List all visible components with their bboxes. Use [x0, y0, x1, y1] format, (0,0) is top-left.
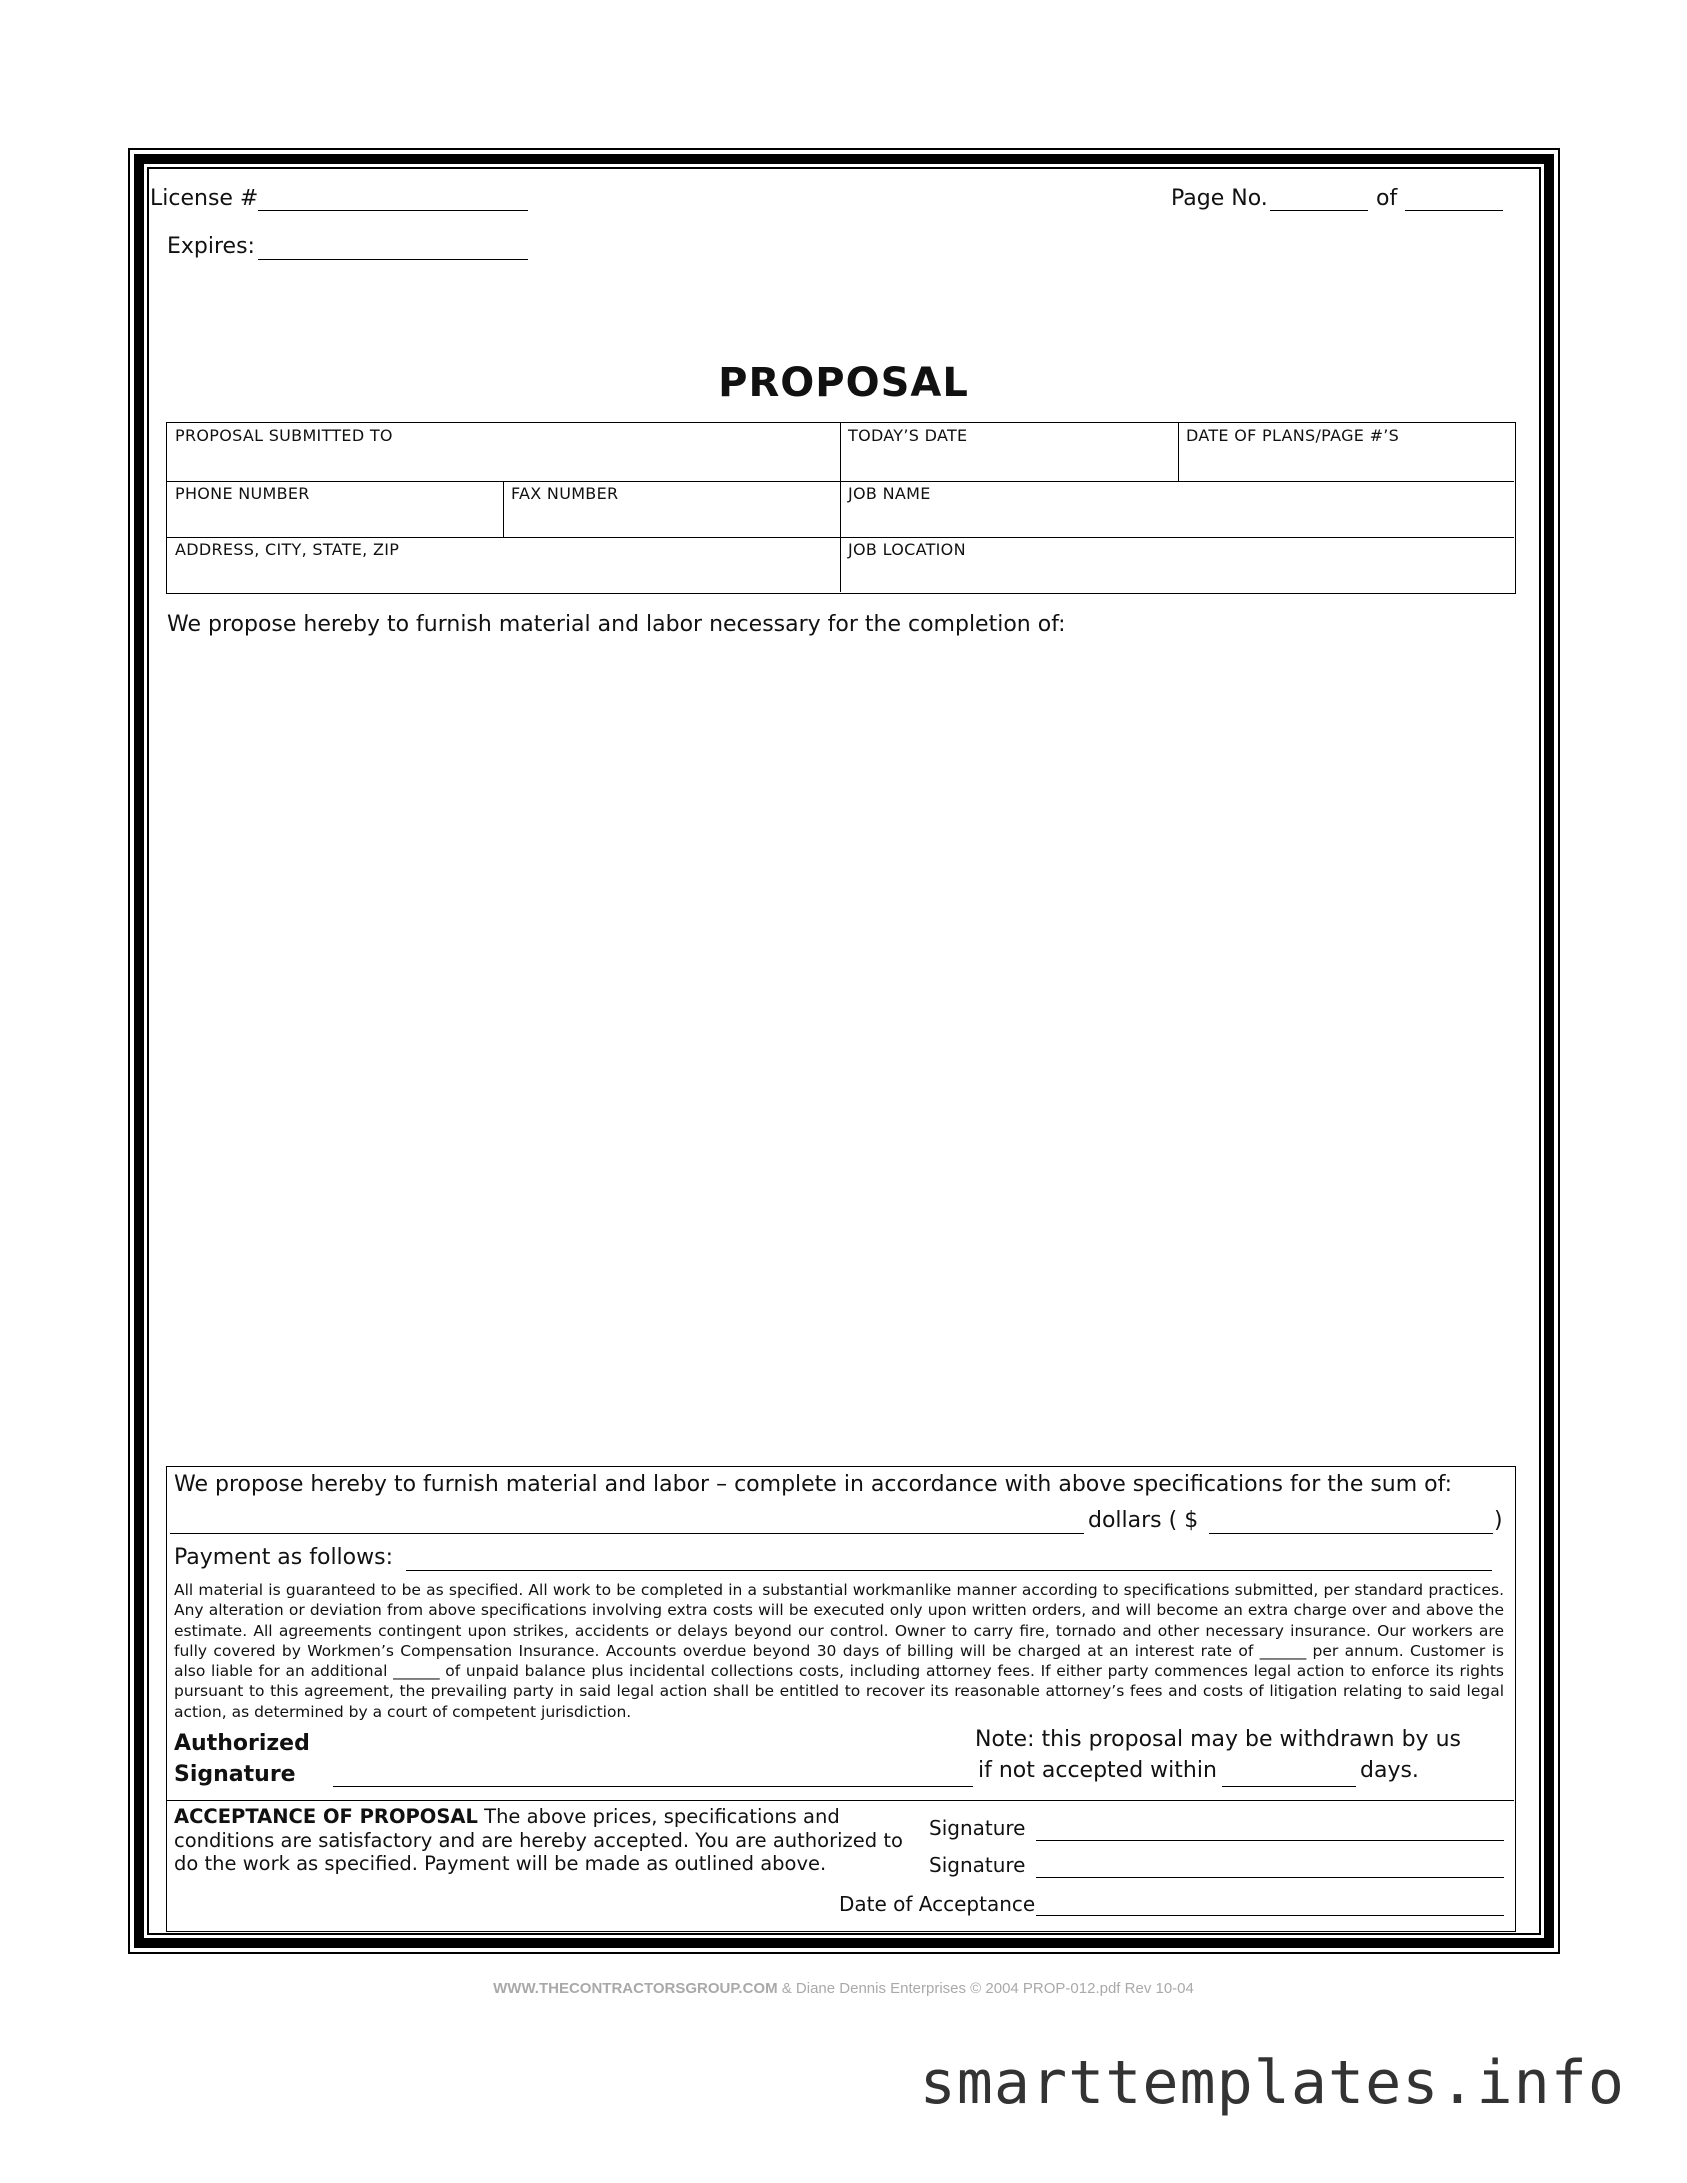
page-no-label: Page No.: [1171, 186, 1268, 211]
sum-statement: We propose hereby to furnish material and labor – complete in accordance with above specifications for the sum of:: [174, 1472, 1453, 1497]
signature-label-1: Signature: [929, 1816, 1026, 1840]
acceptance-text: [174, 1805, 904, 1876]
withdrawal-days-field[interactable]: [1222, 1786, 1356, 1787]
todays-date-label: TODAY’S DATE: [848, 426, 968, 445]
job-location-label: JOB LOCATION: [848, 540, 966, 559]
withdrawal-note: Note: this proposal may be withdrawn by us: [975, 1727, 1461, 1752]
footer-site: WWW.THECONTRACTORSGROUP.COM: [493, 1980, 778, 1997]
work-description-intro: We propose hereby to furnish material and labor necessary for the completion of:: [167, 612, 1066, 637]
authorized-line1: Authorized: [174, 1731, 310, 1756]
acceptance-body: The above prices, specifications and conditions are satisfactory and are hereby accepted. You are authorized to do the work as specified. Payment will be made as outlined above.: [174, 1805, 903, 1875]
license-label: License #: [150, 186, 259, 211]
page-total-field[interactable]: [1405, 210, 1503, 211]
footer-credit: [0, 1980, 1687, 1997]
payment-terms-field[interactable]: [406, 1570, 1492, 1571]
signature-label-2: Signature: [929, 1853, 1026, 1877]
job-name-field[interactable]: [840, 481, 1514, 537]
acceptance-divider: [167, 1800, 1514, 1801]
authorized-line2: Signature: [174, 1762, 296, 1787]
submitted-to-field[interactable]: [167, 423, 840, 481]
acceptance-signature-2[interactable]: [1036, 1877, 1504, 1878]
submitted-to-label: PROPOSAL SUBMITTED TO: [175, 426, 393, 445]
of-label: of: [1376, 186, 1398, 211]
acceptance-heading: ACCEPTANCE OF PROPOSAL: [174, 1805, 478, 1828]
withdrawal-note-line2: if not accepted within: [978, 1758, 1217, 1783]
date-of-plans-label: DATE OF PLANS/PAGE #’S: [1186, 426, 1400, 445]
days-label: days.: [1360, 1758, 1419, 1783]
phone-number-field[interactable]: [167, 481, 503, 537]
proposal-info-grid: [166, 422, 1516, 594]
address-field[interactable]: [167, 537, 840, 592]
fax-number-label: FAX NUMBER: [511, 484, 619, 503]
amount-figure-field[interactable]: [1209, 1533, 1493, 1534]
work-description-area[interactable]: [166, 650, 1516, 1450]
authorized-signature-field[interactable]: [333, 1786, 973, 1787]
acceptance-signature-1[interactable]: [1036, 1840, 1504, 1841]
todays-date-field[interactable]: [840, 423, 1178, 481]
payment-label: Payment as follows:: [174, 1545, 394, 1570]
dollars-label: dollars ( $: [1088, 1508, 1199, 1533]
date-of-plans-field[interactable]: [1178, 423, 1514, 481]
address-label: ADDRESS, CITY, STATE, ZIP: [175, 540, 400, 559]
watermark: smarttemplates.info: [919, 2048, 1625, 2118]
footer-rest: & Diane Dennis Enterprises © 2004 PROP-012.pdf Rev 10-04: [777, 1980, 1194, 1997]
close-paren: ): [1494, 1508, 1503, 1533]
expires-label: Expires:: [167, 234, 255, 259]
fax-number-field[interactable]: [503, 481, 840, 537]
authorized-signature-label: [174, 1728, 310, 1790]
date-of-acceptance-label: Date of Acceptance: [839, 1892, 1036, 1916]
job-location-field[interactable]: [840, 537, 1514, 592]
license-field[interactable]: [258, 210, 528, 211]
page-title: PROPOSAL: [718, 360, 969, 406]
amount-words-field[interactable]: [170, 1533, 1084, 1534]
date-of-acceptance-field[interactable]: [1036, 1915, 1504, 1916]
job-name-label: JOB NAME: [848, 484, 931, 503]
terms-fine-print: All material is guaranteed to be as specified. All work to be completed in a substantial workmanlike manner according to specifications submitted, per standard practices. Any alteration or deviation from above specifications involving extra costs will be executed only upon written orders, and will become an extra charge over and above the estimate. All agreements contingent upon strikes, accidents or delays beyond our control. Owner to carry fire, tornado and other necessary insurance. Our workers are fully covered by Workmen’s Compensation Insurance. Accounts overdue beyond 30 days of billing will be charged at an interest rate of ______ per annum. Customer is also liable for an additional ______ of unpaid balance plus incidental collections costs, including attorney fees. If either party commences legal action to enforce its rights pursuant to this agreement, the prevailing party in said legal action shall be entitled to recover its reasonable attorney’s fees and costs of litigation relating to said legal action, as determined by a court of competent jurisdiction.: [174, 1581, 1504, 1721]
expires-field[interactable]: [258, 259, 528, 260]
page-no-field[interactable]: [1270, 210, 1368, 211]
phone-number-label: PHONE NUMBER: [175, 484, 310, 503]
